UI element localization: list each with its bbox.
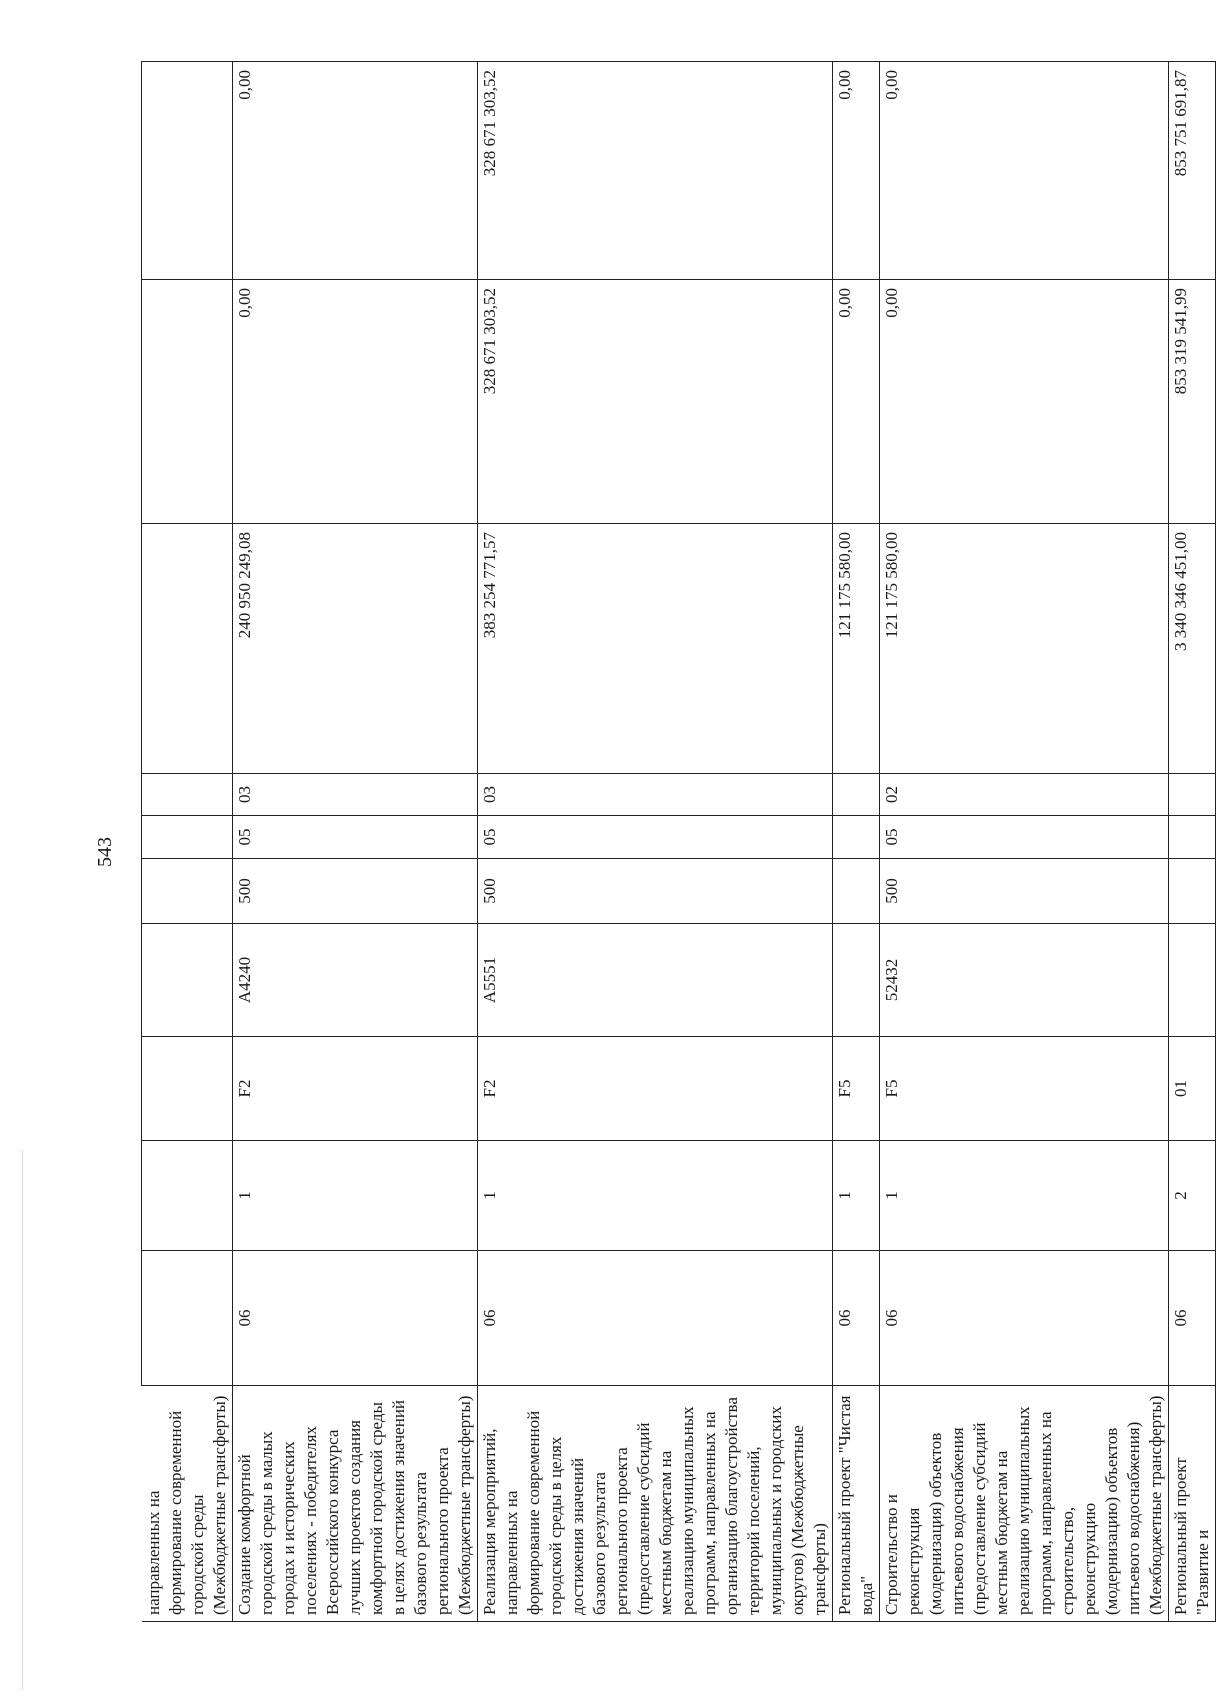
row-name: Реализация мероприятий, направленных на формирование современной городской среды в целях достижения значений базового результата регионального проекта (предоставление субсидий местным бюджетам на реализацию муниципальных программ, направленных на организацию благоустройства территорий поселений, муниципальных и городских округов) (Межбюджетные трансферты) bbox=[478, 1386, 833, 1622]
table-row bbox=[233, 62, 478, 1622]
cell-project: F2 bbox=[233, 1037, 478, 1141]
cell-section: 05 bbox=[478, 816, 833, 859]
cell-sum-3: 328 671 303,52 bbox=[478, 62, 833, 280]
cell-expense-type: 500 bbox=[880, 859, 1169, 924]
cell-sum-3: 853 751 691,87 bbox=[1169, 62, 1216, 280]
cell-sum-2: 0,00 bbox=[880, 280, 1169, 524]
cell-expense-type bbox=[833, 859, 880, 924]
cell-section bbox=[142, 816, 233, 859]
cell-subprogram: 2 bbox=[1169, 1141, 1216, 1251]
cell-project: 01 bbox=[1169, 1037, 1216, 1141]
cell-sum-1: 3 340 346 451,00 bbox=[1169, 524, 1216, 774]
cell-project: F2 bbox=[478, 1037, 833, 1141]
table-row bbox=[833, 62, 880, 1622]
cell-direction: 52432 bbox=[880, 924, 1169, 1037]
row-name: Создание комфортной городской среды в малых городах и исторических поселениях - победителях Всероссийского конкурса лучших проектов создания комфортной городской среды в целях достижения значений базового результата регионального проекта (Межбюджетные трансферты) bbox=[233, 1386, 478, 1622]
cell-direction: A5551 bbox=[478, 924, 833, 1037]
cell-sum-3 bbox=[142, 62, 233, 280]
cell-subprogram: 1 bbox=[233, 1141, 478, 1251]
cell-sum-1: 383 254 771,57 bbox=[478, 524, 833, 774]
table-row bbox=[142, 62, 233, 1622]
table-row bbox=[1169, 62, 1216, 1622]
table-row bbox=[478, 62, 833, 1622]
cell-direction bbox=[833, 924, 880, 1037]
cell-project: F5 bbox=[833, 1037, 880, 1141]
cell-expense-type bbox=[1169, 859, 1216, 924]
cell-project bbox=[142, 1037, 233, 1141]
cell-direction bbox=[1169, 924, 1216, 1037]
row-name: Региональный проект "Чистая вода" bbox=[833, 1386, 880, 1622]
cell-sum-3: 0,00 bbox=[880, 62, 1169, 280]
cell-subprogram: 1 bbox=[478, 1141, 833, 1251]
row-name: направленных на формирование современной городской среды (Межбюджетные трансферты) bbox=[142, 1386, 233, 1622]
cell-sum-1: 121 175 580,00 bbox=[880, 524, 1169, 774]
cell-sum-2: 0,00 bbox=[833, 280, 880, 524]
cell-program: 06 bbox=[478, 1251, 833, 1386]
cell-sum-3: 0,00 bbox=[233, 62, 478, 280]
row-name: Строительство и реконструкция (модернизация) объектов питьевого водоснабжения (предоставление субсидий местным бюджетам на реализацию муниципальных программ, направленных на строительство, реконструкцию (модернизацию) объектов питьевого водоснабжения) (Межбюджетные трансферты) bbox=[880, 1386, 1169, 1622]
cell-expense-type bbox=[142, 859, 233, 924]
cell-subsection: 03 bbox=[233, 774, 478, 816]
cell-section bbox=[1169, 816, 1216, 859]
cell-subprogram: 1 bbox=[880, 1141, 1169, 1251]
cell-subsection: 02 bbox=[880, 774, 1169, 816]
cell-subprogram bbox=[142, 1141, 233, 1251]
cell-sum-1: 121 175 580,00 bbox=[833, 524, 880, 774]
cell-project: F5 bbox=[880, 1037, 1169, 1141]
cell-program: 06 bbox=[1169, 1251, 1216, 1386]
cell-subsection: 03 bbox=[478, 774, 833, 816]
cell-program: 06 bbox=[233, 1251, 478, 1386]
cell-sum-1: 240 950 249,08 bbox=[233, 524, 478, 774]
row-name: Региональный проект "Развитие и bbox=[1169, 1386, 1216, 1622]
budget-table bbox=[141, 61, 1216, 1622]
cell-sum-2: 328 671 303,52 bbox=[478, 280, 833, 524]
cell-subprogram: 1 bbox=[833, 1141, 880, 1251]
scan-margin-line bbox=[22, 1150, 23, 1690]
cell-direction: A4240 bbox=[233, 924, 478, 1037]
page-number: 543 bbox=[94, 837, 116, 867]
cell-program bbox=[142, 1251, 233, 1386]
cell-sum-1 bbox=[142, 524, 233, 774]
cell-section: 05 bbox=[880, 816, 1169, 859]
cell-expense-type: 500 bbox=[478, 859, 833, 924]
cell-expense-type: 500 bbox=[233, 859, 478, 924]
cell-sum-3: 0,00 bbox=[833, 62, 880, 280]
cell-subsection bbox=[833, 774, 880, 816]
cell-program: 06 bbox=[880, 1251, 1169, 1386]
budget-table-rotated bbox=[141, 62, 1212, 1622]
cell-subsection bbox=[1169, 774, 1216, 816]
cell-program: 06 bbox=[833, 1251, 880, 1386]
cell-sum-2: 853 319 541,99 bbox=[1169, 280, 1216, 524]
cell-section: 05 bbox=[233, 816, 478, 859]
cell-sum-2: 0,00 bbox=[233, 280, 478, 524]
cell-section bbox=[833, 816, 880, 859]
cell-subsection bbox=[142, 774, 233, 816]
cell-sum-2 bbox=[142, 280, 233, 524]
cell-direction bbox=[142, 924, 233, 1037]
table-row bbox=[880, 62, 1169, 1622]
